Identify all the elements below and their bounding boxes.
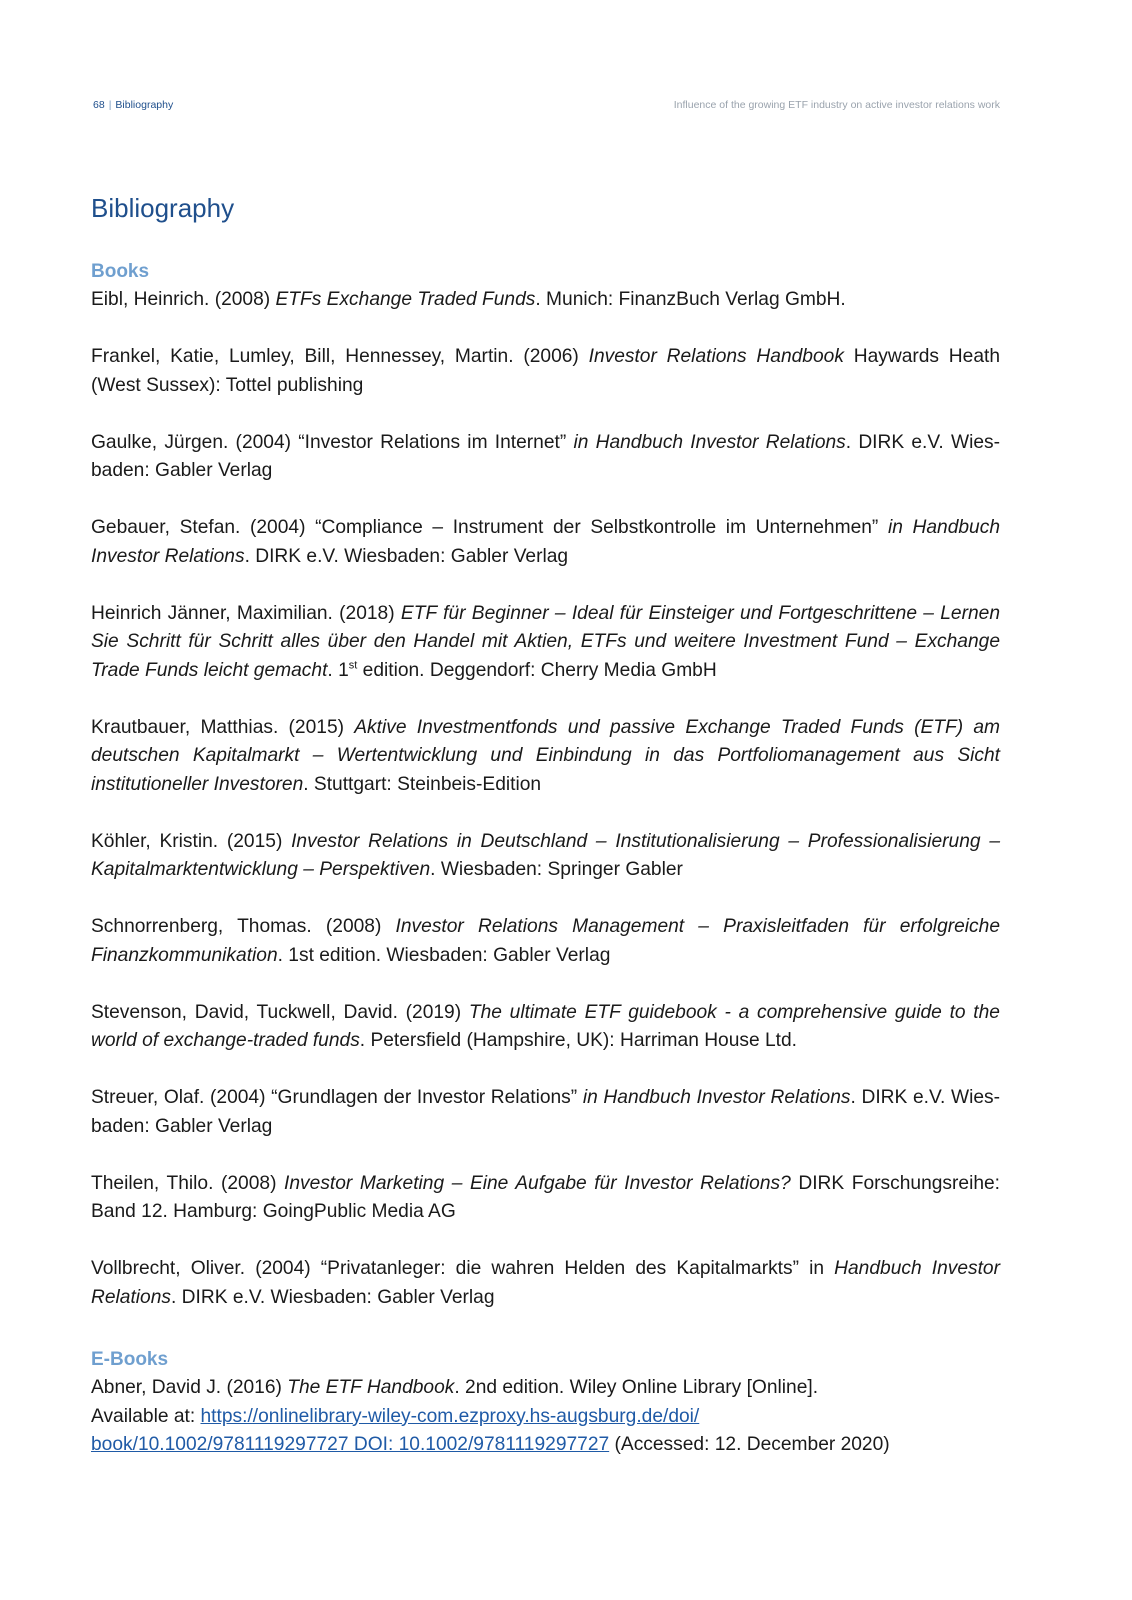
reference-entry	[91, 1255, 1000, 1312]
ref-title: in Handbuch Investor Relations	[582, 1087, 851, 1108]
ref-author: Gaulke, Jürgen. (2004) “Investor Relations im Internet”	[91, 431, 574, 453]
reference-entry	[91, 514, 1000, 571]
ref-publisher: . 2nd edition. Wiley Online Library [Online].	[454, 1377, 819, 1398]
ref-author: Eibl, Heinrich. (2008)	[91, 289, 276, 310]
running-title: Influence of the growing ETF industry on active investor relations work	[673, 99, 1000, 111]
ref-title: ETF für Beginner – Ideal für Einsteiger und Fortgeschrittene – Lernen Sie Schritt für Schritt alles über den Handel mit Aktien, ETFs und weitere Investment Fund – Exchange Trade Funds leicht gemacht	[91, 602, 1001, 681]
ref-title: Investor Relations Management – Praxisleitfaden für erfolgreiche Finanzkommunikation	[91, 916, 1000, 966]
reference-entry	[91, 1084, 1000, 1141]
ref-author: Köhler, Kristin. (2015)	[91, 830, 292, 852]
ref-author: Frankel, Katie, Lumley, Bill, Hennessey, Martin. (2006)	[91, 346, 589, 367]
ref-title: The ETF Handbook	[287, 1377, 455, 1398]
reference-entry	[91, 600, 1000, 686]
books-heading: Books	[91, 261, 150, 282]
doi-link-continued[interactable]: book/10.1002/9781119297727 DOI: 10.1002/9781119297727	[91, 1434, 610, 1455]
ref-accessed: (Accessed: 12. December 2020)	[609, 1434, 890, 1455]
ref-title: in Handbuch Investor Relations	[573, 431, 846, 453]
ref-edition: edition. Deggendorf: Cherry Media GmbH	[357, 659, 717, 681]
header-separator: |	[108, 99, 112, 111]
books-list	[91, 286, 1000, 1341]
ref-publisher: . DIRK e.V. Wiesbaden: Gabler Verlag	[91, 431, 1000, 481]
ref-author: Gebauer, Stefan. (2004) “Compliance – Instrument der Selbstkontrolle im Unternehmen”	[91, 517, 888, 538]
doi-link[interactable]: https://onlinelibrary-wiley-com.ezproxy.hs-augsburg.de/doi/	[200, 1405, 700, 1427]
ref-title: Investor Marketing – Eine Aufgabe für Investor Relations?	[284, 1172, 791, 1194]
ref-publisher: . Munich: FinanzBuch Verlag GmbH.	[535, 289, 846, 310]
reference-entry	[91, 1374, 1000, 1460]
ref-publisher: . 1	[327, 659, 349, 681]
ref-publisher: . Petersfield (Hampshire, UK): Harriman House Ltd.	[359, 1030, 797, 1051]
reference-entry	[91, 999, 1000, 1056]
page-title: Bibliography	[91, 193, 235, 223]
ref-author: Krautbauer, Matthias. (2015)	[91, 716, 355, 738]
reference-entry	[91, 429, 1000, 486]
reference-entry	[91, 1170, 1000, 1227]
ebooks-list	[91, 1374, 1000, 1460]
ref-superscript: st	[348, 659, 358, 672]
ref-title: Aktive Investmentfonds und passive Exchange Traded Funds (ETF) am deutschen Kapitalmarkt – Wertentwicklung und Einbindung in das Portfoliomanagement aus Sicht institutioneller Investoren	[91, 716, 1001, 795]
ref-publisher: . DIRK e.V. Wiesbaden: Gabler Verlag	[244, 545, 569, 567]
reference-entry	[91, 828, 1000, 885]
reference-entry	[91, 343, 1000, 400]
header-left	[93, 98, 173, 112]
ref-publisher: . DIRK e.V. Wiesbaden: Gabler Verlag	[91, 1087, 1001, 1137]
ref-author: Streuer, Olaf. (2004) “Grundlagen der Investor Relations”	[91, 1087, 583, 1108]
ref-author: Abner, David J. (2016)	[91, 1377, 288, 1398]
running-header	[93, 98, 1000, 112]
ref-title: The ultimate ETF guidebook - a comprehensive guide to the world of exchange-traded funds	[91, 1001, 1000, 1051]
ref-publisher: . Stuttgart: Steinbeis-Edition	[303, 773, 542, 795]
ref-author: Heinrich Jänner, Maximilian. (2018)	[91, 602, 401, 624]
ref-author: Vollbrecht, Oliver. (2004) “Privatanleger: die wahren Helden des Kapitalmarkts” in	[91, 1258, 835, 1279]
ref-title: Handbuch Investor Relations	[91, 1258, 1000, 1308]
ref-author: Theilen, Thilo. (2008)	[91, 1172, 285, 1194]
ref-publisher: Haywards Heath (West Sussex): Tottel publishing	[91, 346, 1001, 396]
ebooks-heading: E-Books	[91, 1349, 169, 1370]
ref-title: Investor Relations Handbook	[588, 346, 844, 367]
ref-available-label: Available at:	[91, 1405, 201, 1427]
reference-entry	[91, 286, 1000, 315]
ref-title: ETFs Exchange Traded Funds	[275, 289, 536, 310]
ref-title: Investor Relations in Deutschland – Institutionalisierung – Professionalisierung – Kapitalmarktentwicklung – Perspektiven	[91, 830, 1000, 880]
page-number: 68	[93, 99, 105, 111]
reference-entry	[91, 714, 1000, 800]
ref-author: Schnorrenberg, Thomas. (2008)	[91, 916, 396, 937]
reference-entry	[91, 913, 1000, 970]
ref-publisher: . 1st edition. Wiesbaden: Gabler Verlag	[277, 944, 611, 966]
ref-publisher: . Wiesbaden: Springer Gabler	[430, 859, 683, 880]
ref-publisher: DIRK Forschungsreihe: Band 12. Hamburg: GoingPublic Media AG	[91, 1172, 1001, 1222]
ref-title: in Handbuch Investor Relations	[91, 517, 1000, 567]
ref-publisher: . DIRK e.V. Wiesbaden: Gabler Verlag	[171, 1286, 495, 1308]
ref-author: Stevenson, David, Tuckwell, David. (2019)	[91, 1001, 469, 1023]
header-section: Bibliography	[115, 99, 174, 111]
